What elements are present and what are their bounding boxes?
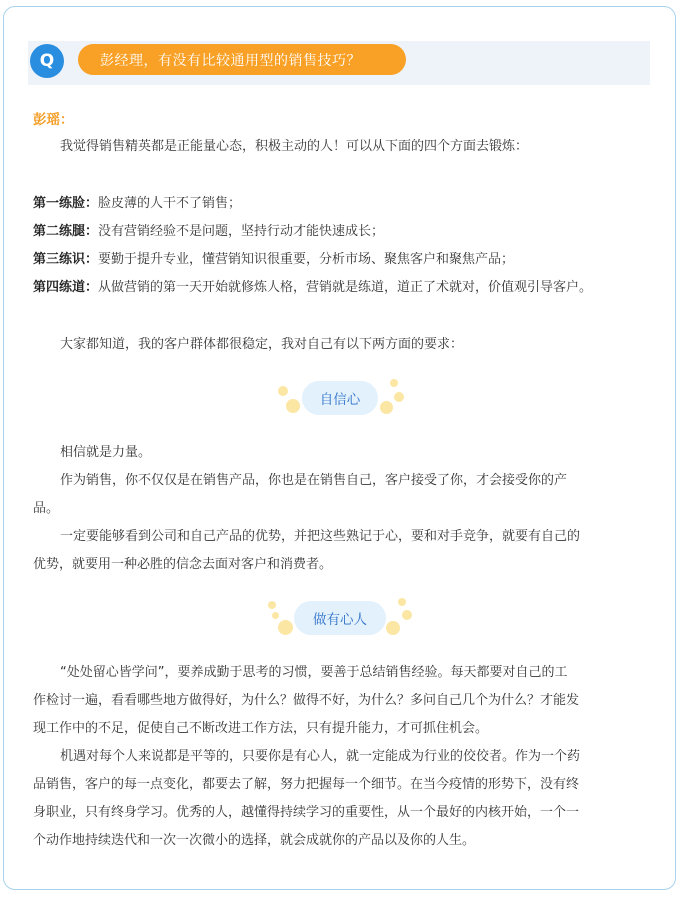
decor-dot [380, 401, 393, 414]
requirements-intro: 大家都知道，我的客户群体都很稳定，我对自己有以下两方面的要求： [60, 337, 464, 352]
practice-item [33, 279, 592, 297]
decor-dot [278, 386, 288, 396]
paragraph-line: 品销售，客户的每一点变化，都要去了解，努力把握每一个细节。在当今疫情的形势下，没有终 [33, 777, 580, 792]
practice-item [33, 223, 384, 241]
paragraph-line: 个动作地持续迭代和一次一次微小的选择，就会成就你的产品以及你的人生。 [33, 833, 476, 848]
paragraph-line: “处处留心皆学问”，要养成勤于思考的习惯，要善于总结销售经验。每天都要对自己的工 [60, 665, 568, 680]
practice-key: 第四练道： [33, 280, 99, 295]
section-title-attentive: 做有心人 [294, 601, 386, 635]
decor-dot [278, 620, 293, 635]
intro-paragraph: 我觉得销售精英都是正能量心态，积极主动的人！可以从下面的四个方面去锻炼： [60, 139, 529, 154]
paragraph-line: 一定要能够看到公司和自己产品的优势，并把这些熟记于心，要和对手竞争，就要有自己的 [60, 529, 581, 544]
question-text: 彭经理，有没有比较通用型的销售技巧？ [78, 44, 406, 75]
decor-dot [398, 598, 406, 606]
practice-key: 第三练识： [33, 252, 99, 267]
practice-text: 要勤于提升专业，懂营销知识很重要，分析市场、聚焦客户和聚焦产品； [98, 252, 515, 267]
paragraph-line: 相信就是力量。 [60, 445, 152, 460]
paragraph-line: 机遇对每个人来说都是平等的，只要你是有心人，就一定能成为行业的佼佼者。作为一个药 [60, 749, 581, 764]
question-badge: Q [30, 44, 64, 78]
decor-dot [268, 601, 276, 609]
decor-dot [394, 392, 404, 402]
paragraph-line: 作为销售，你不仅仅是在销售产品，你也是在销售自己，客户接受了你，才会接受你的产 [60, 473, 568, 488]
paragraph-line: 现工作中的不足，促使自己不断改进工作方法，只有提升能力，才可抓住机会。 [33, 721, 489, 736]
section-title-confidence: 自信心 [302, 381, 378, 415]
decor-dot [390, 379, 398, 387]
practice-key: 第一练脸： [33, 196, 99, 211]
paragraph-line: 品。 [33, 501, 60, 516]
paragraph-line: 作检讨一遍，看看哪些地方做得好，为什么？做得不好，为什么？多问自己几个为什么？才能发 [33, 693, 580, 708]
practice-key: 第二练腿： [33, 224, 99, 239]
decor-dot [402, 610, 412, 620]
decor-dot [286, 399, 300, 413]
paragraph-line: 身职业，只有终身学习。优秀的人，越懂得持续学习的重要性，从一个最好的内核开始，一个一 [33, 805, 580, 820]
speaker-name: 彭瑶： [33, 112, 74, 128]
practice-text: 没有营销经验不是问题，坚持行动才能快速成长； [98, 224, 385, 239]
practice-item [33, 195, 241, 213]
practice-text: 脸皮薄的人干不了销售； [98, 196, 242, 211]
practice-item [33, 251, 514, 269]
decor-dot [272, 612, 279, 619]
practice-text: 从做营销的第一天开始就修炼人格，营销就是练道，道正了术就对，价值观引导客户。 [98, 280, 593, 295]
paragraph-line: 优势，就要用一种必胜的信念去面对客户和消费者。 [33, 557, 333, 572]
decor-dot [386, 621, 400, 635]
